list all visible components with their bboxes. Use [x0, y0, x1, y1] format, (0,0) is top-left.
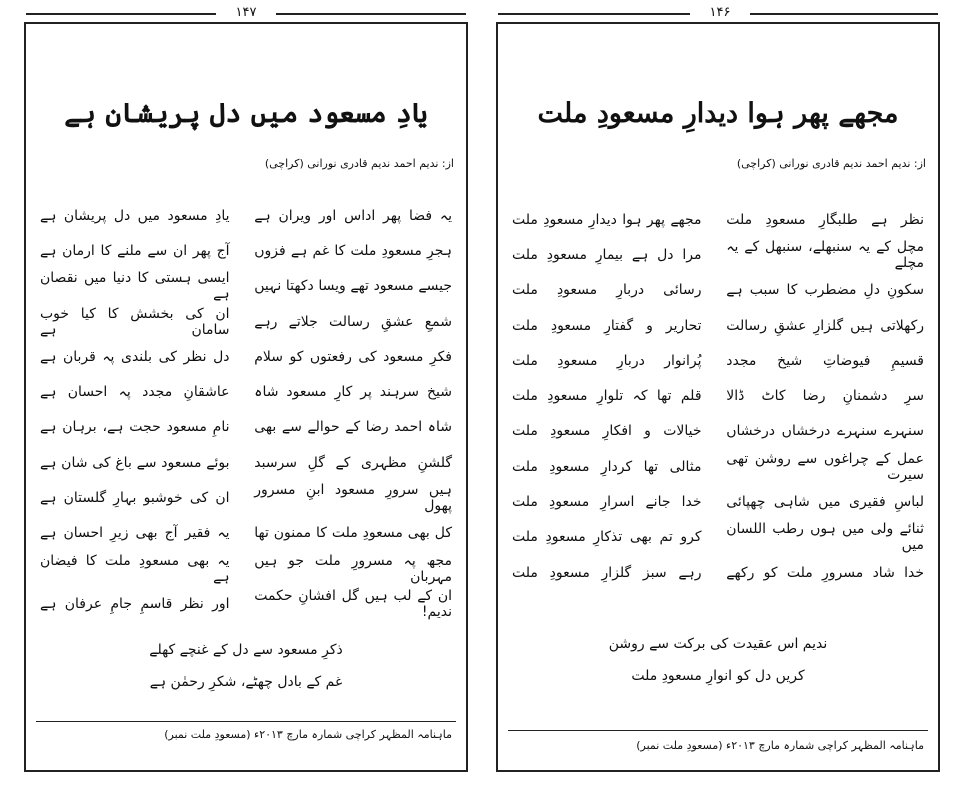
verse-second-hemistich: قلم تھا کہ تلوارِ مسعودِ ملت — [512, 388, 702, 405]
verse-row — [40, 198, 452, 233]
verse-row — [512, 555, 924, 590]
left-page-title: یادِ مسعود میں دل پریشان ہے — [64, 98, 428, 129]
right-page — [496, 22, 940, 772]
verse-first-hemistich: شیخ سرہند پر کارِ مسعود شاہ — [254, 384, 452, 401]
verse-row — [40, 410, 452, 445]
left-top-rule-a — [26, 13, 216, 15]
verse-second-hemistich: نامِ مسعود حجت ہے، برہان ہے — [40, 419, 230, 436]
right-page-byline: از: ندیم احمد ندیم قادری نورانی (کراچی) — [736, 157, 926, 170]
verse-row — [40, 339, 452, 374]
verse-row — [40, 374, 452, 409]
verse-second-hemistich: کرو تم بھی تذکارِ مسعودِ ملت — [512, 529, 702, 546]
verse-second-hemistich: اور نظر قاسمِ جامِ عرفان ہے — [40, 595, 230, 612]
verse-row — [512, 484, 924, 519]
verse-second-hemistich: عاشقانِ مجدد پہ احسان ہے — [40, 384, 230, 401]
verse-row — [40, 551, 452, 586]
verse-row — [40, 480, 452, 515]
verse-row — [40, 269, 452, 304]
verse-row — [512, 273, 924, 308]
verse-first-hemistich: سنہرے سنہرے درخشاں درخشاں — [726, 423, 924, 440]
verse-row — [40, 516, 452, 551]
verse-row — [512, 343, 924, 378]
right-verse-grid — [512, 202, 924, 590]
verse-second-hemistich: مرا دل ہے بیمارِ مسعودِ ملت — [512, 246, 702, 263]
verse-first-hemistich: رکھلاتی ہیں گلزارِ عشقِ رسالت — [726, 317, 924, 334]
verse-row — [40, 445, 452, 480]
left-top-rule-b — [276, 13, 466, 15]
left-closing-line-2: غم کے بادل چھٹے، شکرِ رحمٰن ہے — [149, 674, 343, 690]
verse-first-hemistich: خدا شاد مسرورِ ملت کو رکھے — [726, 564, 924, 581]
verse-first-hemistich: سکونِ دلِ مضطرب کا سبب ہے — [726, 282, 924, 299]
verse-first-hemistich: ہیں سرورِ مسعود ابنِ مسرور پھول — [254, 482, 452, 515]
right-top-rule-a — [498, 13, 690, 15]
verse-second-hemistich: آج پھر ان سے ملنے کا ارمان ہے — [40, 242, 230, 259]
right-footer-divider — [508, 730, 928, 731]
verse-first-hemistich: عمل کے چراغوں سے روشن تھی سیرت — [726, 450, 924, 483]
right-closing-line-1: ندیم اس عقیدت کی برکت سے روشن — [608, 636, 828, 652]
verse-second-hemistich: ان کی خوشبو بہارِ گلستان ہے — [40, 490, 230, 507]
left-page — [24, 22, 468, 772]
verse-second-hemistich: خدا جانے اسرارِ مسعودِ ملت — [512, 494, 702, 511]
right-page-number: ۱۴۶ — [690, 6, 750, 20]
verse-first-hemistich: ہجرِ مسعودِ ملت کا غم ہے فزوں — [254, 242, 452, 259]
verse-first-hemistich: مجھ پہ مسرورِ ملت جو ہیں مہربان — [254, 552, 452, 585]
verse-first-hemistich: فکرِ مسعود کی رفعتوں کو سلام — [254, 348, 452, 365]
verse-second-hemistich: یہ فقیر آج بھی زیرِ احسان ہے — [40, 525, 230, 542]
verse-first-hemistich: لباسِ فقیری میں شاہی چھپائی — [726, 494, 924, 511]
verse-first-hemistich: سرِ دشمنانِ رضا کاٹ ڈالا — [726, 388, 924, 405]
verse-second-hemistich: مثالی تھا کردارِ مسعودِ ملت — [512, 458, 702, 475]
left-page-number: ۱۴۷ — [216, 6, 276, 20]
verse-row — [512, 414, 924, 449]
left-page-byline: از: ندیم احمد ندیم قادری نورانی (کراچی) — [264, 157, 454, 170]
verse-second-hemistich: پُرانوار دربارِ مسعودِ ملت — [512, 352, 702, 369]
verse-first-hemistich: گلشنِ مظہری کے گلِ سرسبد — [254, 454, 452, 471]
verse-first-hemistich: نظر ہے طلبگارِ مسعودِ ملت — [726, 211, 924, 228]
verse-row — [512, 520, 924, 555]
verse-row — [512, 237, 924, 272]
verse-second-hemistich: دل نظر کی بلندی پہ قربان ہے — [40, 348, 230, 365]
verse-first-hemistich: جیسے مسعود تھے ویسا دکھتا نہیں — [254, 278, 452, 295]
right-top-rule-b — [750, 13, 938, 15]
verse-second-hemistich: یادِ مسعود میں دل پریشان ہے — [40, 207, 230, 224]
verse-second-hemistich: ان کی بخشش کا کیا خوب سامان ہے — [40, 305, 230, 338]
right-page-title: مجھے پھر ہوا دیدارِ مسعودِ ملت — [537, 98, 899, 129]
verse-row — [512, 202, 924, 237]
verse-first-hemistich: یہ فضا پھر اداس اور ویران ہے — [254, 207, 452, 224]
verse-second-hemistich: تحاریر و گفتارِ مسعودِ ملت — [512, 317, 702, 334]
verse-first-hemistich: شمعِ عشقِ رسالت جلاتے رہے — [254, 313, 452, 330]
left-verse-grid — [40, 198, 452, 622]
right-closing-line-2: کریں دل کو انوارِ مسعودِ ملت — [631, 668, 805, 684]
verse-row — [512, 308, 924, 343]
right-page-footer: ماہنامہ المظہر کراچی شمارہ مارچ ۲۰۱۳ء (مسعودِ ملت نمبر) — [636, 739, 924, 752]
verse-second-hemistich: ایسی ہستی کا دنیا میں نقصان ہے — [40, 270, 230, 303]
verse-second-hemistich: بوئے مسعود سے باغ کی شان ہے — [40, 454, 230, 471]
verse-second-hemistich: خیالات و افکارِ مسعودِ ملت — [512, 423, 702, 440]
left-page-footer: ماہنامہ المظہر کراچی شمارہ مارچ ۲۰۱۳ء (مسعودِ ملت نمبر) — [164, 728, 452, 741]
verse-second-hemistich: یہ بھی مسعودِ ملت کا فیضان ہے — [40, 552, 230, 585]
verse-first-hemistich: مچل کے یہ سنبھلے، سنبھل کے یہ مچلے — [726, 238, 924, 271]
verse-row — [40, 586, 452, 621]
verse-first-hemistich: شاہ احمد رضا کے حوالے سے بھی — [254, 419, 452, 436]
verse-second-hemistich: رسائی دربارِ مسعودِ ملت — [512, 282, 702, 299]
verse-row — [40, 233, 452, 268]
left-footer-divider — [36, 721, 456, 722]
verse-first-hemistich: کل بھی مسعودِ ملت کا ممنون تھا — [254, 525, 452, 542]
verse-row — [512, 449, 924, 484]
verse-second-hemistich: مجھے پھر ہوا دیدارِ مسعودِ ملت — [512, 211, 702, 228]
left-closing-line-1: ذکرِ مسعود سے دل کے غنچے کھلے — [149, 642, 343, 658]
verse-row — [512, 378, 924, 413]
verse-first-hemistich: قسیمِ فیوضاتِ شیخ مجدد — [726, 352, 924, 369]
verse-second-hemistich: رہے سبز گلزارِ مسعودِ ملت — [512, 564, 702, 581]
verse-first-hemistich: ثنائے ولی میں ہوں رطب اللسان میں — [726, 521, 924, 554]
verse-row — [40, 304, 452, 339]
verse-first-hemistich: ان کے لب ہیں گل افشانِ حکمت ندیم! — [254, 587, 452, 620]
